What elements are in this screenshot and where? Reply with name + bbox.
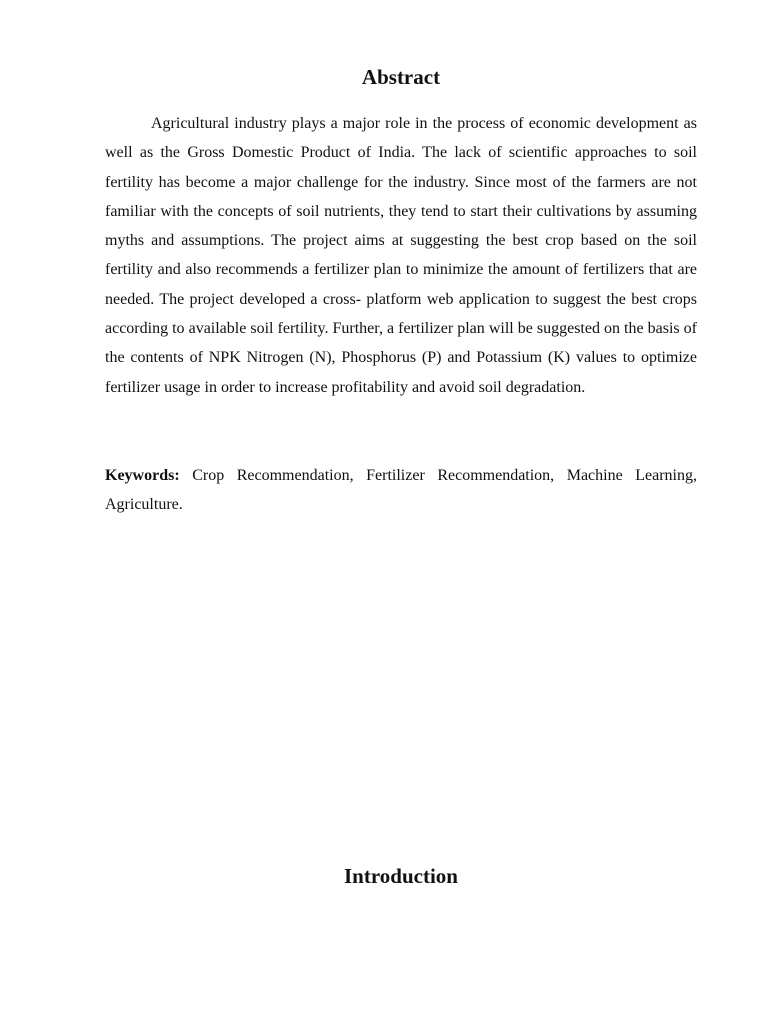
abstract-paragraph: Agricultural industry plays a major role in the process of economic development as well as the Gross Domestic Product of India. The lack of scientific approaches to soil fertility has become a major challenge for the industry. Since most of the farmers are not familiar with the concepts of soil nutrients, they tend to start their cultivations by assuming myths and assumptions. The project aims at suggesting the best crop based on the soil fertility and also recommends a fertilizer plan to minimize the amount of fertilizers that are needed. The project developed a cross- platform web application to suggest the best crops according to available soil fertility. Further, a fertilizer plan will be suggested on the basis of the contents of NPK Nitrogen (N), Phosphorus (P) and Potassium (K) values to optimize fertilizer usage in order to increase profitability and avoid soil degradation. (105, 115, 697, 396)
keywords-text: Crop Recommendation, Fertilizer Recommendation, Machine Learning, Agriculture. (105, 467, 697, 514)
introduction-heading: Introduction (344, 864, 458, 888)
abstract-heading: Abstract (361, 65, 441, 89)
keywords-label: Keywords: (105, 467, 180, 484)
keywords-paragraph (105, 461, 697, 520)
